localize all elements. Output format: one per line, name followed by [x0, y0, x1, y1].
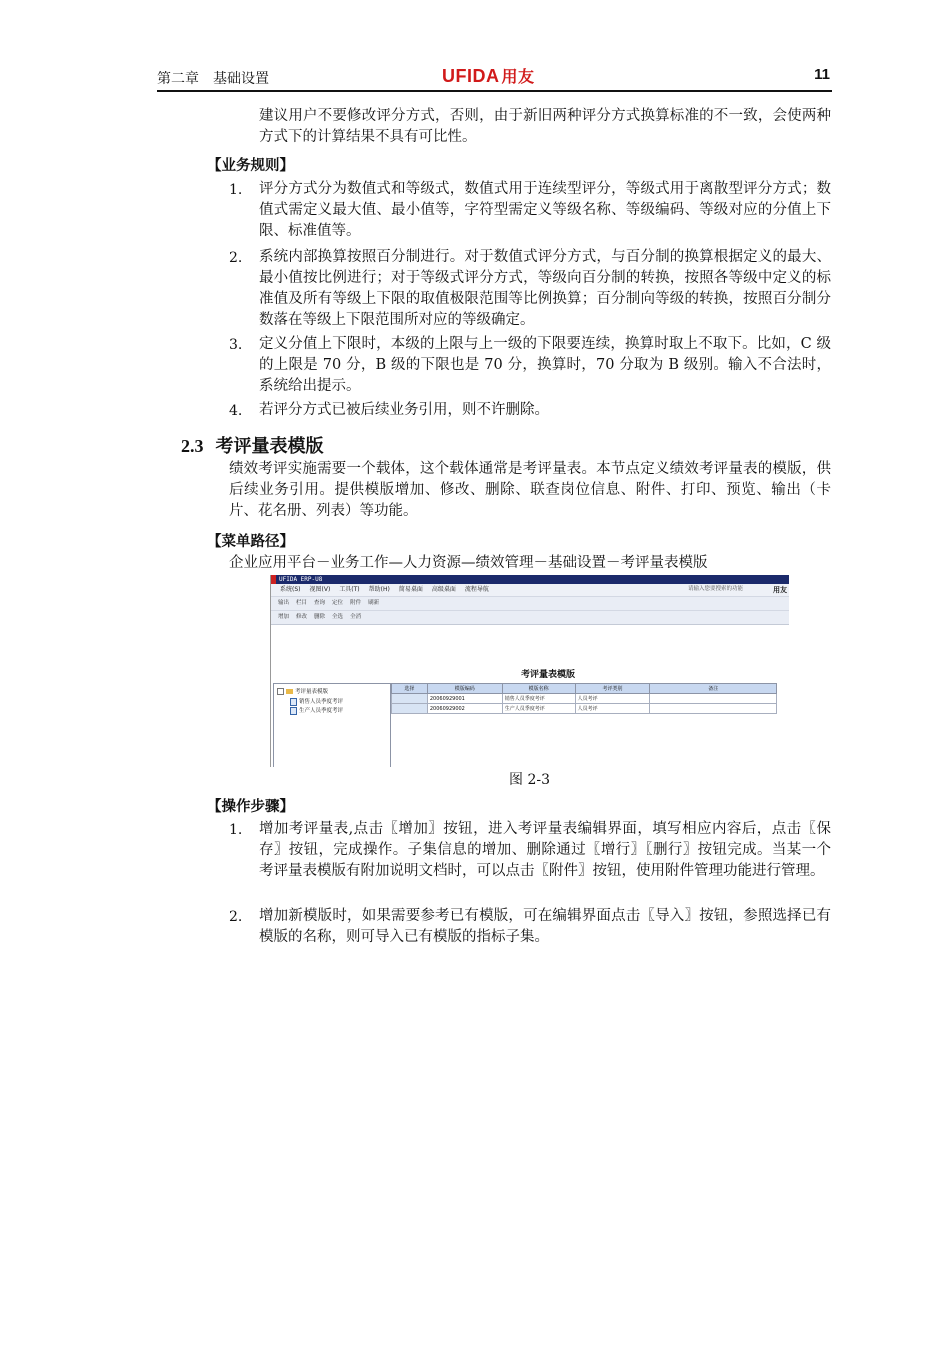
form-title: 考评量表模版 — [521, 670, 576, 680]
section-body: 绩效考评实施需要一个载体，这个载体通常是考评量表。本节点定义绩效考评量表的模版，供后续业务引用。提供模版增加、修改、删除、联查岗位信息、附件、打印、预览、输出（卡片、花名册、列表）等功能。 — [229, 461, 831, 519]
delete-button[interactable]: 删除 — [314, 614, 326, 620]
ufida-logo — [442, 64, 535, 87]
column-header[interactable]: 模版名称 — [502, 684, 575, 694]
menu-path-heading: 【菜单路径】 — [207, 534, 294, 550]
step-number: 1. — [229, 822, 243, 838]
folder-icon — [286, 689, 293, 694]
section-number: 2.3 — [181, 436, 204, 456]
brand-label: 用友 — [773, 586, 787, 594]
toolbar-edit — [271, 610, 789, 624]
rule-number: 4. — [229, 403, 243, 419]
table-cell: 20060929002 — [427, 704, 502, 714]
screenshot-figure — [270, 575, 789, 767]
figure-caption: 图 2-3 — [509, 772, 550, 788]
document-icon — [290, 698, 297, 706]
output-button[interactable]: 输出 — [278, 600, 290, 606]
step-text: 增加考评量表,点击〖增加〗按钮，进入考评量表编辑界面，填写相应内容后，点击〖保存〗按钮，完成操作。子集信息的增加、删除通过〖增行〗〖删行〗按钮完成。当某一个考评量表模版有附加说明文档时，可以点击〖附件〗按钮，使用附件管理功能进行管理。 — [259, 821, 831, 879]
tree-root-label: 考评量表模版 — [295, 689, 329, 695]
table-cell: 生产人员季度考评 — [502, 704, 575, 714]
window-title: UFIDA ERP-U8 — [271, 575, 789, 584]
query-button[interactable]: 查询 — [314, 600, 326, 606]
column-header[interactable]: 备注 — [650, 684, 777, 694]
menu-item[interactable]: 高级桌面 — [431, 586, 456, 593]
attachment-button[interactable]: 附件 — [350, 600, 362, 606]
step-text: 增加新模版时，如果需要参考已有模版，可在编辑界面点击〖导入〗按钮，参照选择已有模版的名称，则可导入已有模版的指标子集。 — [259, 908, 831, 945]
table-cell — [650, 694, 777, 704]
menu-path-text: 企业应用平台－业务工作—人力资源—绩效管理－基础设置－考评量表模版 — [229, 555, 708, 571]
rule-number: 2. — [229, 250, 243, 266]
expand-icon[interactable] — [277, 688, 284, 695]
document-icon — [290, 707, 297, 715]
menu-item[interactable]: 简易桌面 — [398, 586, 423, 593]
content-area — [271, 624, 789, 767]
deselect-all-button[interactable]: 全消 — [350, 614, 362, 620]
table-row[interactable] — [392, 704, 777, 714]
rule-text: 定义分值上下限时，本级的上限与上一级的下限要连续，换算时取上不取下。比如，C 级的上限是 70 分，B 级的下限也是 70 分，换算时，70 分取为 B 级别。输入不合法时，系统给出提示。 — [259, 336, 831, 394]
menu-item[interactable]: 视图(V) — [309, 586, 331, 593]
template-tree — [273, 683, 391, 767]
tree-node[interactable] — [290, 706, 343, 715]
select-all-button[interactable]: 全选 — [332, 614, 344, 620]
menu-item[interactable]: 系统(S) — [280, 586, 301, 593]
rules-heading: 【业务规则】 — [207, 158, 294, 174]
logo-cn: 用友 — [501, 69, 535, 86]
table-cell — [650, 704, 777, 714]
menu-item[interactable]: 流程导航 — [464, 586, 489, 593]
column-header[interactable]: 选择 — [392, 684, 428, 694]
table-cell: 人员考评 — [575, 694, 650, 704]
tree-root[interactable] — [277, 687, 328, 695]
logo-latin: UFIDA — [442, 66, 500, 86]
search-input[interactable]: 请输入您要搜索的功能 — [688, 586, 744, 592]
page-number: 11 — [814, 66, 830, 83]
tree-node-label: 销售人员季度考评 — [299, 699, 344, 705]
toolbar-top — [271, 596, 789, 610]
select-cell[interactable] — [392, 704, 428, 714]
template-grid — [391, 683, 789, 714]
menu-item[interactable]: 帮助(H) — [368, 586, 390, 593]
page-header — [157, 64, 832, 92]
steps-heading: 【操作步骤】 — [207, 799, 294, 815]
chapter-title: 第二章 基础设置 — [157, 71, 269, 87]
select-cell[interactable] — [392, 694, 428, 704]
add-button[interactable]: 增加 — [278, 614, 290, 620]
column-header[interactable]: 考评类别 — [575, 684, 650, 694]
rule-text: 若评分方式已被后续业务引用，则不许删除。 — [259, 402, 549, 418]
menu-item[interactable]: 工具(T) — [339, 586, 360, 593]
tree-node[interactable] — [290, 697, 343, 706]
rule-number: 1. — [229, 182, 243, 198]
refresh-button[interactable]: 刷新 — [368, 600, 380, 606]
rule-text: 系统内部换算按照百分制进行。对于数值式评分方式，与百分制的换算根据定义的最大、最小值按比例进行；对于等级式评分方式，等级向百分制的转换，按照各等级中定义的标准值及所有等级上下限的取值极限范围等比例换算；百分制向等级的转换，按照百分制分数落在等级上下限范围所对应的等级确定。 — [259, 249, 831, 328]
rule-text: 评分方式分为数值式和等级式，数值式用于连续型评分，等级式用于离散型评分方式；数值式需定义最大值、最小值等，字符型需定义等级名称、等级编码、等级对应的分值上下限、标准值等。 — [259, 181, 831, 239]
intro-paragraph: 建议用户不要修改评分方式，否则，由于新旧两种评分方式换算标准的不一致，会使两种方式下的计算结果不具有可比性。 — [259, 108, 831, 145]
section-title — [181, 432, 324, 458]
rule-number: 3. — [229, 337, 243, 353]
columns-button[interactable]: 栏目 — [296, 600, 308, 606]
table-cell: 销售人员季度考评 — [502, 694, 575, 704]
tree-node-label: 生产人员季度考评 — [299, 708, 344, 714]
menu-bar — [271, 584, 789, 596]
column-header[interactable]: 模版编码 — [427, 684, 502, 694]
section-title-text: 考评量表模版 — [215, 436, 324, 457]
table-header-row — [392, 684, 777, 694]
step-number: 2. — [229, 909, 243, 925]
table-row[interactable] — [392, 694, 777, 704]
table-cell: 20060929001 — [427, 694, 502, 704]
edit-button[interactable]: 修改 — [296, 614, 308, 620]
locate-button[interactable]: 定位 — [332, 600, 344, 606]
table-cell: 人员考评 — [575, 704, 650, 714]
